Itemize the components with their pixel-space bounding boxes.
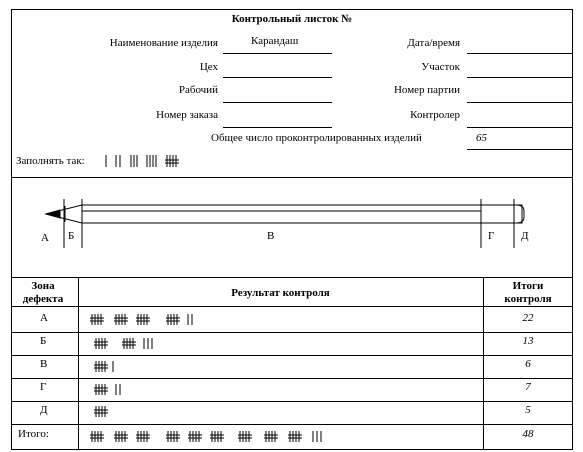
datetime-label: Дата/время — [407, 37, 460, 49]
zone-a-label: А — [41, 232, 49, 244]
row-b-tally — [92, 335, 172, 351]
order-field-line — [223, 127, 332, 128]
row-d-tally — [92, 403, 114, 419]
inspector-field-line — [467, 127, 573, 128]
total-row-count: 48 — [522, 428, 534, 440]
row-v-zone: В — [40, 358, 48, 370]
product-value: Карандаш — [251, 35, 299, 47]
batch-label: Номер партии — [393, 84, 460, 96]
product-label: Наименование изделия — [109, 37, 218, 49]
section-label: Участок — [421, 61, 460, 73]
zone-b-label: Б — [68, 230, 75, 242]
table-header-divider — [11, 306, 573, 307]
row-g-count: 7 — [525, 381, 531, 393]
row-a-divider — [11, 332, 573, 333]
row-b-divider — [11, 355, 573, 356]
section-field-line — [467, 77, 573, 78]
table-header-zone: Зона дефекта — [22, 280, 64, 305]
order-label: Номер заказа — [156, 109, 218, 121]
checklist-title: Контрольный листок № — [231, 13, 353, 25]
product-field-line — [223, 53, 332, 54]
pencil-drawing — [11, 178, 573, 276]
total-row-tally — [88, 428, 328, 444]
row-a-tally — [88, 311, 218, 327]
batch-field-line — [467, 102, 573, 103]
shop-label: Цех — [199, 61, 218, 73]
zone-v-label: В — [267, 230, 275, 242]
worker-label: Рабочий — [178, 84, 218, 96]
row-b-count: 13 — [522, 335, 534, 347]
zone-g-label: Г — [488, 230, 495, 242]
zone-d-label: Д — [521, 230, 529, 242]
total-inspected-label: Общее число проконтролированных изделий — [211, 132, 422, 144]
fill-hint-marks — [102, 152, 187, 169]
row-v-count: 6 — [525, 358, 531, 370]
row-d-zone: Д — [40, 404, 48, 416]
table-header-totals: Итоги контроля — [504, 280, 552, 305]
worker-field-line — [223, 102, 332, 103]
row-a-zone: А — [40, 312, 48, 324]
datetime-field-line — [467, 53, 573, 54]
shop-field-line — [223, 77, 332, 78]
total-inspected-value: 65 — [476, 132, 487, 144]
row-g-tally — [92, 381, 132, 397]
row-a-count: 22 — [522, 312, 534, 324]
pencil-section-bottom-border — [11, 277, 573, 278]
fill-hint-label: Заполнять так: — [16, 155, 85, 167]
row-b-zone: Б — [40, 335, 47, 347]
row-g-divider — [11, 401, 573, 402]
row-d-count: 5 — [525, 404, 531, 416]
total-inspected-field-line — [467, 149, 573, 150]
inspector-label: Контролер — [410, 109, 460, 121]
row-g-zone: Г — [40, 381, 47, 393]
table-header-result: Результат контроля — [231, 287, 330, 299]
row-v-tally — [92, 358, 132, 374]
total-row-label: Итого: — [18, 428, 49, 440]
row-v-divider — [11, 378, 573, 379]
row-d-divider — [11, 424, 573, 425]
